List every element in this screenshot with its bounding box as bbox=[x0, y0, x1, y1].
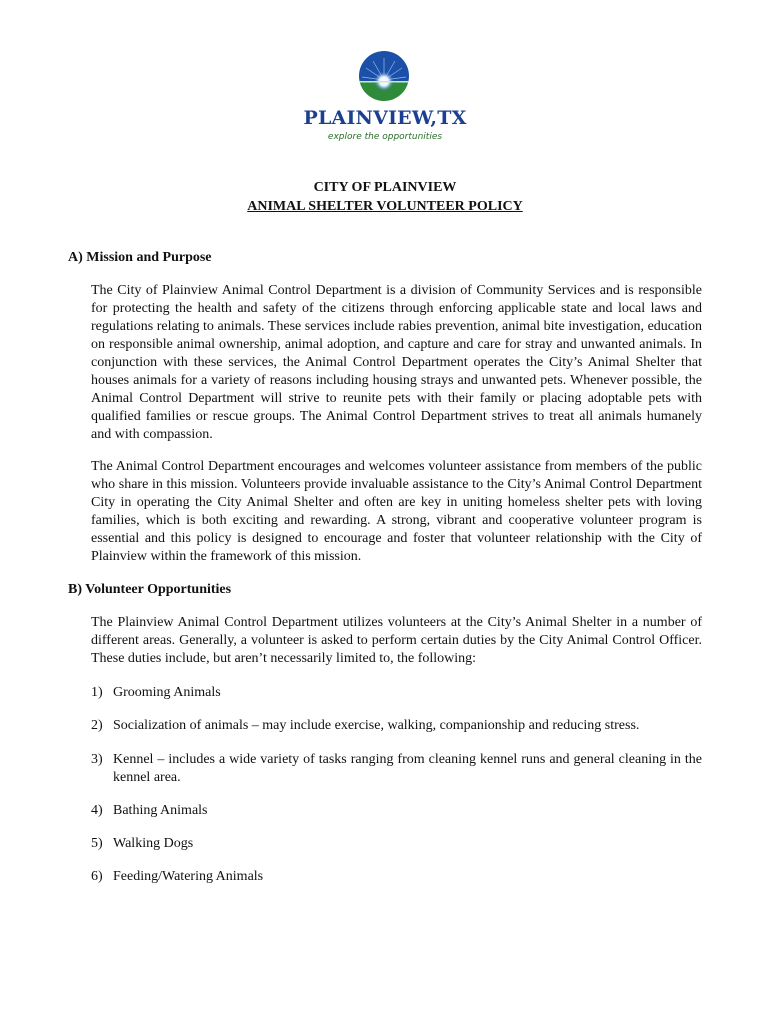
list-item-number: 5) bbox=[91, 836, 103, 851]
list-item bbox=[91, 868, 263, 886]
section-a-paragraph-1: The City of Plainview Animal Control Department is a division of Community Services and is responsible for protecting the health and safety of the citizens through enforcing applicable state and local laws and regulations relating to animals. These services include rabies prevention, animal bite investigation, education on responsible animal ownership, animal adoption, and capture and care for stray and unwanted animals. In conjunction with these services, the Animal Control Department operates the City’s Animal Shelter that houses animals for a variety of reasons including housing strays and unwanted pets. Whenever possible, the Animal Control Department will strive to reunite pets with their family or placing adoptable pets with qualified families or rescue groups. The Animal Control Department strives to treat all animals humanely and with compassion. bbox=[91, 283, 702, 442]
list-item-number: 6) bbox=[91, 869, 103, 884]
list-item-text: Socialization of animals – may include exercise, walking, companionship and reducing stress. bbox=[113, 718, 640, 733]
list-item bbox=[91, 802, 208, 820]
section-b-heading: B) Volunteer Opportunities bbox=[68, 582, 232, 597]
list-item-number: 3) bbox=[91, 752, 103, 767]
section-a-paragraph-2: The Animal Control Department encourages and welcomes volunteer assistance from members of the public who share in this mission. Volunteers provide invaluable assistance to the City’s Animal Control Department City in operating the City Animal Shelter and often are key in uniting homeless shelter pets with loving families, which is both exciting and rewarding. A strong, vibrant and cooperative volunteer program is essential and this policy is designed to encourage and foster that volunteer relationship with the City of Plainview within the framework of this mission. bbox=[91, 459, 702, 564]
list-item bbox=[91, 717, 639, 735]
list-item bbox=[91, 684, 221, 702]
logo-wordmark: PLAINVIEW,TX bbox=[303, 107, 467, 129]
list-item-number: 1) bbox=[91, 685, 103, 700]
list-item-text: Grooming Animals bbox=[113, 685, 221, 700]
list-item-number: 2) bbox=[91, 718, 103, 733]
list-item-text: Kennel – includes a wide variety of tasks ranging from cleaning kennel runs and general cleaning in the kennel area. bbox=[113, 752, 702, 785]
list-item-text: Feeding/Watering Animals bbox=[113, 869, 264, 884]
list-item-text: Bathing Animals bbox=[113, 803, 208, 818]
sun-globe-logo-icon bbox=[358, 50, 410, 102]
section-b-intro: The Plainview Animal Control Department utilizes volunteers at the City’s Animal Shelter in a number of different areas. Generally, a volunteer is asked to perform certain duties by the City Animal Control Officer. These duties include, but aren’t necessarily limited to, the following: bbox=[91, 615, 702, 666]
section-a-heading: A) Mission and Purpose bbox=[68, 250, 212, 265]
list-item-number: 4) bbox=[91, 803, 103, 818]
list-item-text: Walking Dogs bbox=[113, 836, 194, 851]
logo-tagline: explore the opportunities bbox=[327, 132, 443, 142]
list-item bbox=[91, 835, 193, 853]
list-item bbox=[91, 751, 702, 787]
document-title: CITY OF PLAINVIEW bbox=[313, 180, 457, 195]
document-subtitle: ANIMAL SHELTER VOLUNTEER POLICY bbox=[247, 199, 523, 214]
